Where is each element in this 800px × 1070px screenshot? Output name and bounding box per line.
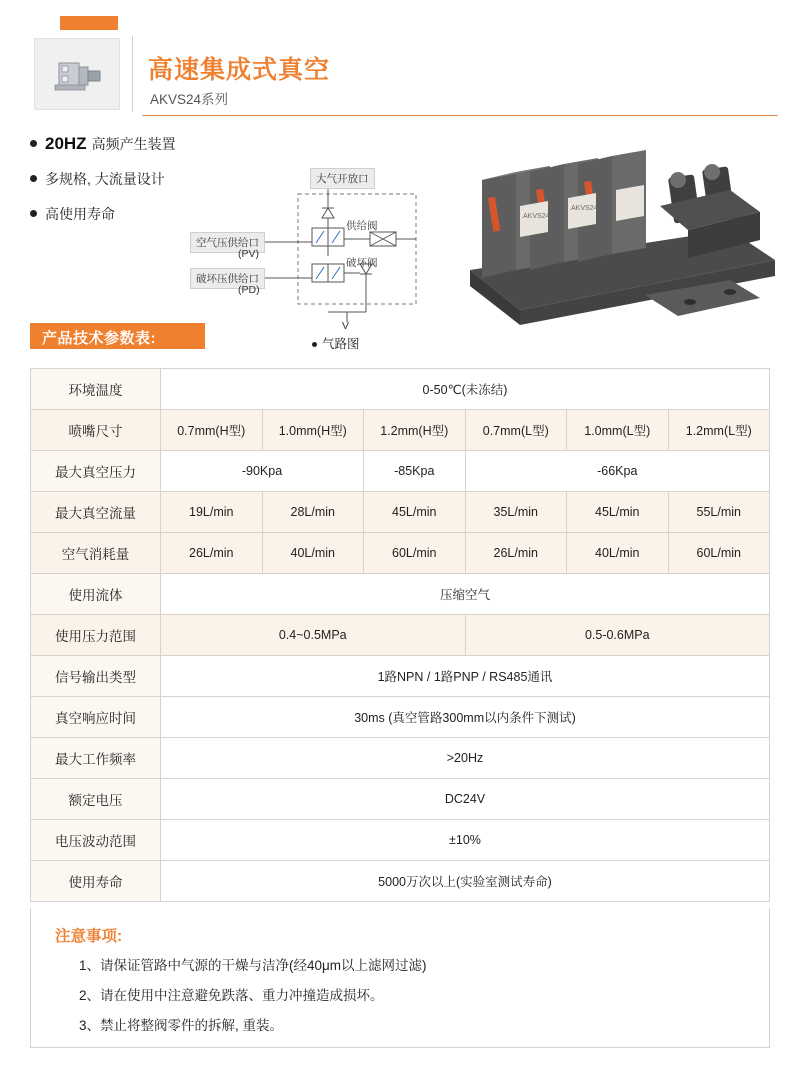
table-cell: 0.7mm(H型) bbox=[161, 410, 263, 451]
circuit-schematic-svg bbox=[200, 160, 450, 360]
label-supply-valve: 供给阀 bbox=[346, 220, 378, 232]
table-row bbox=[31, 410, 770, 451]
table-cell: 28L/min bbox=[262, 492, 364, 533]
table-cell: >20Hz bbox=[161, 738, 770, 779]
valve-product-icon bbox=[53, 55, 105, 97]
table-row bbox=[31, 738, 770, 779]
table-row-header: 真空响应时间 bbox=[31, 697, 161, 738]
table-row-header: 喷嘴尺寸 bbox=[31, 410, 161, 451]
table-cell: 26L/min bbox=[465, 533, 567, 574]
label-break-supply-code: (PD) bbox=[238, 284, 260, 296]
table-row bbox=[31, 861, 770, 902]
table-cell: 35L/min bbox=[465, 492, 567, 533]
table-cell: 1.0mm(H型) bbox=[262, 410, 364, 451]
table-row bbox=[31, 656, 770, 697]
feature-text: 多规格, 大流量设计 bbox=[45, 171, 165, 187]
table-cell: 60L/min bbox=[668, 533, 770, 574]
table-cell: 40L/min bbox=[262, 533, 364, 574]
list-item: 1、请保证管路中气源的干燥与洁净(经40μm以上滤网过滤) bbox=[79, 958, 427, 973]
diagram-caption bbox=[312, 334, 360, 352]
table-cell: -85Kpa bbox=[364, 451, 466, 492]
label-break-valve: 破坏阀 bbox=[346, 257, 378, 269]
table-cell: 0-50℃(未冻结) bbox=[161, 369, 770, 410]
caption-dot-icon bbox=[312, 342, 317, 347]
list-item: 3、禁止将整阀零件的拆解, 重装。 bbox=[79, 1018, 284, 1033]
table-cell: 1.2mm(H型) bbox=[364, 410, 466, 451]
table-row bbox=[31, 533, 770, 574]
table-cell: 45L/min bbox=[567, 492, 669, 533]
table-row bbox=[31, 779, 770, 820]
feature-highlight: 20HZ bbox=[45, 134, 87, 153]
page-header bbox=[22, 16, 778, 116]
bullet-dot-icon bbox=[30, 210, 37, 217]
label-atmosphere-port: 大气开放口 bbox=[310, 168, 375, 189]
table-row bbox=[31, 615, 770, 656]
svg-text:AKVS24: AKVS24 bbox=[523, 213, 550, 220]
section-title-bar bbox=[30, 323, 205, 349]
table-row bbox=[31, 820, 770, 861]
table-cell: 30ms (真空管路300mm以内条件下测试) bbox=[161, 697, 770, 738]
table-row bbox=[31, 369, 770, 410]
feature-text: 高频产生装置 bbox=[91, 136, 176, 152]
svg-text:AKVS24: AKVS24 bbox=[571, 205, 598, 212]
header-rule bbox=[142, 115, 778, 116]
label-air-supply-port: 空气压供给口 bbox=[190, 232, 265, 253]
table-cell: DC24V bbox=[161, 779, 770, 820]
table-cell: 5000万次以上(实验室测试寿命) bbox=[161, 861, 770, 902]
table-row-header: 额定电压 bbox=[31, 779, 161, 820]
table-row bbox=[31, 697, 770, 738]
table-cell: 45L/min bbox=[364, 492, 466, 533]
notes-list bbox=[79, 954, 739, 1044]
product-icon-box bbox=[34, 38, 120, 110]
table-row-header: 最大真空流量 bbox=[31, 492, 161, 533]
label-vacuum-outlet: V bbox=[342, 320, 350, 332]
table-row-header: 空气消耗量 bbox=[31, 533, 161, 574]
pneumatic-circuit-diagram bbox=[196, 160, 450, 360]
table-cell: 1.0mm(L型) bbox=[567, 410, 669, 451]
product-photo bbox=[430, 120, 780, 360]
label-air-supply-code: (PV) bbox=[238, 248, 259, 260]
label-break-supply-port: 破坏压供给口 bbox=[190, 268, 265, 289]
table-row-header: 最大工作频率 bbox=[31, 738, 161, 779]
notes-title: 注意事项: bbox=[55, 928, 123, 945]
table-row bbox=[31, 574, 770, 615]
table-cell: 40L/min bbox=[567, 533, 669, 574]
table-cell: -66Kpa bbox=[465, 451, 770, 492]
table-cell: 0.7mm(L型) bbox=[465, 410, 567, 451]
section-title: 产品技术参数表: bbox=[42, 330, 156, 347]
table-row-header: 使用流体 bbox=[31, 574, 161, 615]
table-cell: 0.5-0.6MPa bbox=[465, 615, 770, 656]
table-cell: 26L/min bbox=[161, 533, 263, 574]
table-cell: 55L/min bbox=[668, 492, 770, 533]
spec-table-wrapper bbox=[30, 368, 770, 902]
page-subtitle: AKVS24系列 bbox=[150, 92, 229, 107]
page-title: 高速集成式真空 bbox=[148, 56, 331, 84]
table-cell: 60L/min bbox=[364, 533, 466, 574]
table-row-header: 环境温度 bbox=[31, 369, 161, 410]
table-row-header: 电压波动范围 bbox=[31, 820, 161, 861]
header-accent-bar bbox=[60, 16, 118, 30]
table-row bbox=[31, 451, 770, 492]
bullet-dot-icon bbox=[30, 175, 37, 182]
spec-table bbox=[30, 368, 770, 902]
table-row-header: 最大真空压力 bbox=[31, 451, 161, 492]
table-row bbox=[31, 492, 770, 533]
table-cell: 0.4~0.5MPa bbox=[161, 615, 466, 656]
diagram-caption-text: 气路图 bbox=[322, 337, 360, 351]
table-row-header: 使用寿命 bbox=[31, 861, 161, 902]
header-divider bbox=[132, 36, 133, 112]
list-item bbox=[30, 134, 310, 154]
table-cell: 1路NPN / 1路PNP / RS485通讯 bbox=[161, 656, 770, 697]
table-cell: ±10% bbox=[161, 820, 770, 861]
table-row-header: 信号输出类型 bbox=[31, 656, 161, 697]
bullet-dot-icon bbox=[30, 140, 37, 147]
table-cell: -90Kpa bbox=[161, 451, 364, 492]
table-cell: 压缩空气 bbox=[161, 574, 770, 615]
table-cell: 1.2mm(L型) bbox=[668, 410, 770, 451]
table-row-header: 使用压力范围 bbox=[31, 615, 161, 656]
product-photo-illustration bbox=[430, 120, 780, 360]
notes-box bbox=[30, 908, 770, 1048]
table-cell: 19L/min bbox=[161, 492, 263, 533]
feature-text: 高使用寿命 bbox=[45, 206, 115, 222]
list-item: 2、请在使用中注意避免跌落、重力冲撞造成损坏。 bbox=[79, 988, 384, 1003]
